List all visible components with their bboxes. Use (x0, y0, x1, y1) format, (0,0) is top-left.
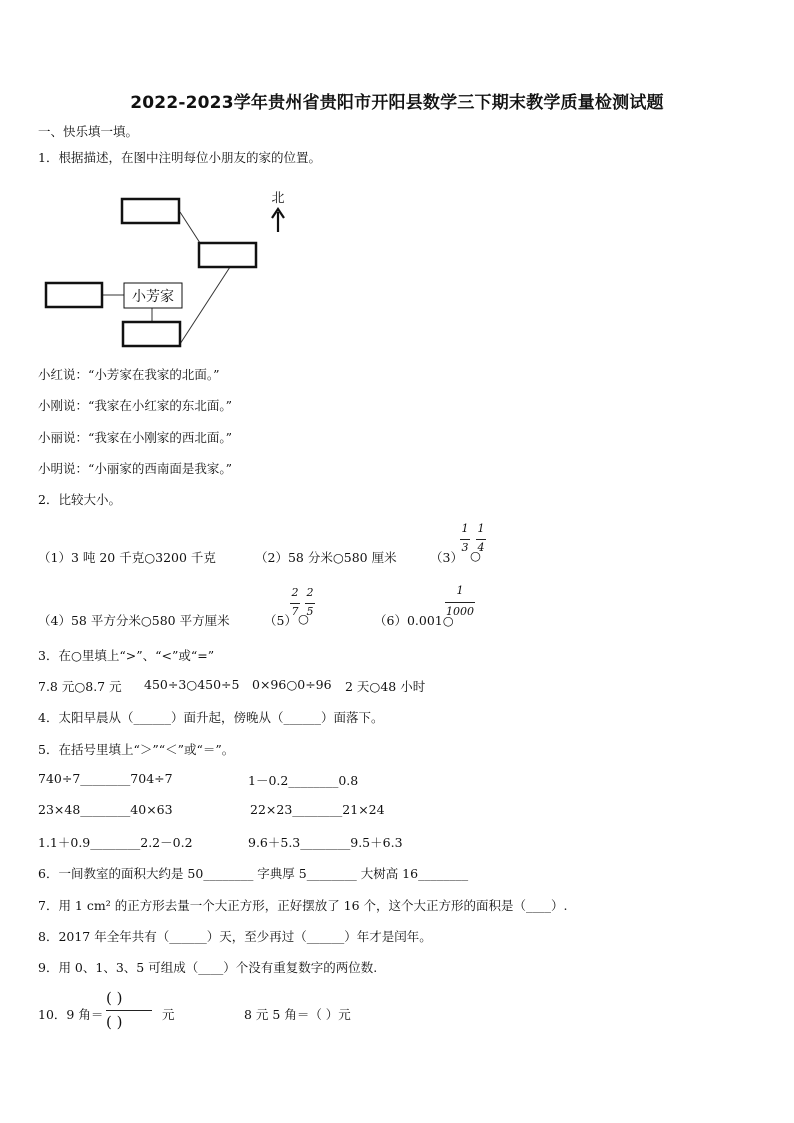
question-4: 4．太阳早晨从（______）面升起，傍晚从（______）面落下。 (38, 710, 384, 725)
fraction-bar (445, 602, 475, 603)
fraction-denominator: 1000 (446, 605, 474, 618)
statement-xiaoli: 小丽说：“我家在小刚家的西北面。” (38, 430, 233, 445)
question-10-part-2: 8 元 5 角＝（ ）元 (244, 1007, 351, 1022)
home-label: 小芳家 (132, 289, 174, 305)
q5-item: 1.1＋0.9________2.2－0.2 (38, 835, 193, 850)
fraction-bar (305, 603, 315, 604)
q3-item-1: 7.8 元○8.7 元 (38, 679, 122, 694)
fraction-denominator: 5 (306, 605, 314, 618)
fraction-denominator-blank: ( ) (106, 1013, 123, 1031)
q3-item-3: 0×96○0÷96 (252, 677, 332, 692)
blank-box-bottom (123, 322, 180, 346)
section-heading: 一、快乐填一填。 (38, 124, 139, 139)
compare-item-6-prefix: （6）0.001○ (374, 613, 454, 628)
question-10-prefix: 10．9 角＝ (38, 1007, 104, 1022)
question-3-stem: 3．在○里填上“>”、“<”或“=” (38, 648, 215, 663)
fraction-bar (476, 539, 486, 540)
compare-item-2: （2）58 分米○580 厘米 (255, 550, 397, 565)
question-1-stem: 1．根据描述，在图中注明每位小朋友的家的位置。 (38, 150, 321, 165)
q5-item: 9.6＋5.3________9.5＋6.3 (248, 835, 403, 850)
compare-item-3-prefix: （3） (430, 550, 463, 565)
question-6: 6．一间教室的面积大约是 50________ 字典厚 5________ 大树高 16________ (38, 866, 469, 881)
blank-box-left (46, 283, 102, 307)
question-9: 9．用 0、1、3、5 可组成（____）个没有重复数字的两位数. (38, 960, 378, 975)
fraction-numerator-blank: ( ) (106, 989, 123, 1007)
diagram-line (180, 212, 200, 243)
statement-xiaoming: 小明说：“小丽家的西南面是我家。” (38, 461, 233, 476)
q5-item: 740÷7________704÷7 (38, 771, 173, 786)
fraction-numerator: 2 (291, 586, 299, 599)
fraction-denominator: 7 (291, 605, 299, 618)
page-title: 2022-2023学年贵州省贵阳市开阳县数学三下期末教学质量检测试题 (130, 93, 664, 113)
fraction-numerator: 1 (461, 522, 469, 535)
question-10-unit: 元 (162, 1007, 175, 1022)
q5-item: 22×23________21×24 (250, 802, 385, 817)
fraction-numerator: 1 (456, 584, 464, 597)
compare-circle: ○ (298, 611, 309, 626)
fraction-denominator: 4 (477, 541, 485, 554)
question-8: 8．2017 年全年共有（______）天，至少再过（______）年才是闰年。 (38, 929, 432, 944)
blank-box-top (122, 199, 179, 223)
blank-box-right (199, 243, 256, 267)
fraction-numerator: 2 (306, 586, 314, 599)
fraction-numerator: 1 (477, 522, 485, 535)
fraction-bar (290, 603, 300, 604)
question-5-stem: 5．在括号里填上“＞”“＜”或“＝”。 (38, 742, 235, 757)
compare-circle: ○ (470, 548, 481, 563)
fraction-denominator: 3 (461, 541, 469, 554)
fraction-bar (460, 539, 470, 540)
q5-item: 23×48________40×63 (38, 802, 173, 817)
compare-item-4: （4）58 平方分米○580 平方厘米 (38, 613, 230, 628)
compare-item-1: （1）3 吨 20 千克○3200 千克 (38, 550, 216, 565)
fraction-bar (106, 1010, 152, 1011)
compare-item-5-prefix: （5） (264, 613, 297, 628)
q3-item-2: 450÷3○450÷5 (144, 677, 240, 692)
diagram-line (180, 267, 230, 344)
statement-xiaohong: 小红说：“小芳家在我家的北面。” (38, 367, 220, 382)
question-2-stem: 2．比较大小。 (38, 492, 121, 507)
q3-item-4: 2 天○48 小时 (345, 679, 426, 694)
position-diagram (40, 182, 310, 352)
statement-xiaogang: 小刚说：“我家在小红家的东北面。” (38, 398, 233, 413)
north-label: 北 (271, 191, 285, 206)
q5-item: 1－0.2________0.8 (248, 773, 359, 788)
question-7: 7．用 1 cm² 的正方形去量一个大正方形，正好摆放了 16 个，这个大正方形的面积是（____）. (38, 898, 568, 913)
